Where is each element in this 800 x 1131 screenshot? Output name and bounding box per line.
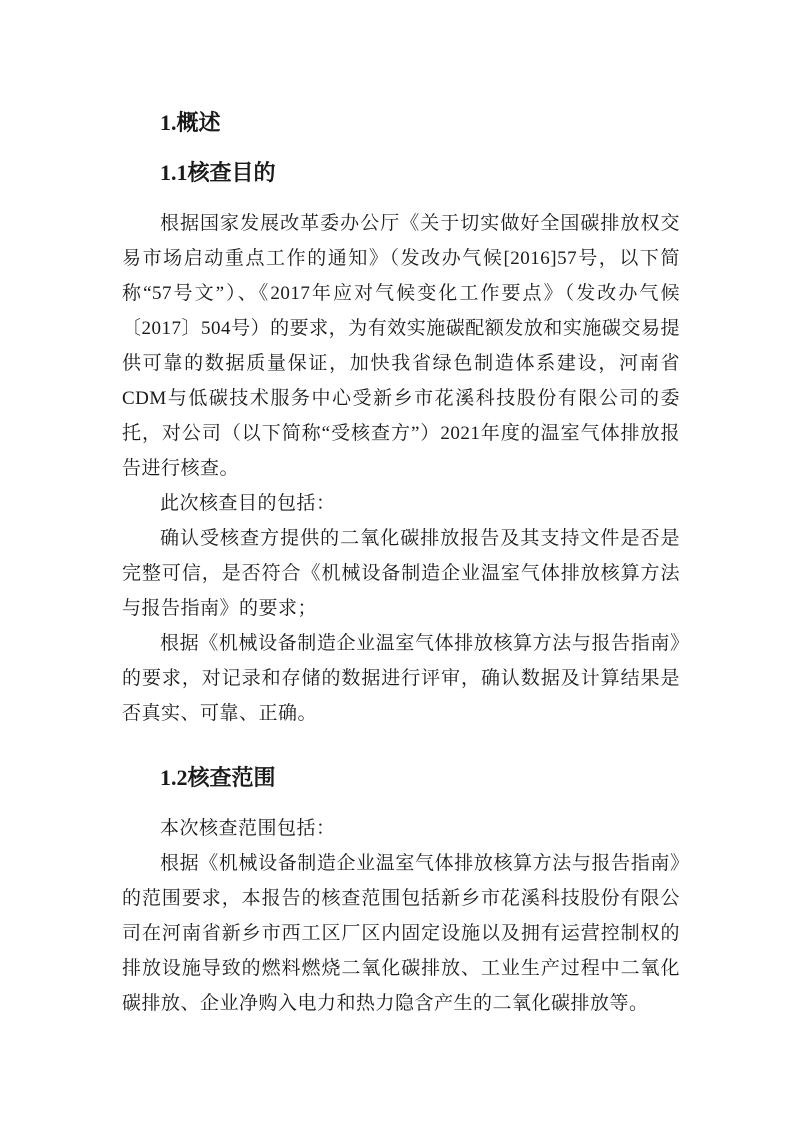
- paragraph-purpose-item-1: 确认受核查方提供的二氧化碳排放报告及其支持文件是否是完整可信，是否符合《机械设备制造企业温室气体排放核算方法与报告指南》的要求；: [122, 528, 680, 619]
- paragraph-purpose-item-2: 根据《机械设备制造企业温室气体排放核算方法与报告指南》的要求，对记录和存储的数据进行评审，确认数据及计算结果是否真实、可靠、正确。: [122, 633, 680, 724]
- heading-verification-scope: 1.2核查范围: [160, 765, 276, 790]
- heading-verification-purpose: 1.1核查目的: [160, 160, 276, 185]
- document-content: [122, 105, 680, 1021]
- heading-overview: 1.概述: [160, 110, 221, 135]
- paragraph-basis-and-commission: 根据国家发展改革委办公厅《关于切实做好全国碳排放权交易市场启动重点工作的通知》（发改办气候[2016]57号，以下简称“57号文”）、《2017年应对气候变化工作要点》（发改办气候〔2017〕504号）的要求，为有效实施碳配额发放和实施碳交易提供可靠的数据质量保证，加快我省绿色制造体系建设，河南省CDM与低碳技术服务中心受新乡市花溪科技股份有限公司的委托，对公司（以下简称“受核查方”）2021年度的温室气体排放报告进行核查。: [122, 213, 680, 479]
- paragraph-scope-intro: 本次核查范围包括：: [160, 818, 336, 839]
- paragraph-scope-detail: 根据《机械设备制造企业温室气体排放核算方法与报告指南》的范围要求，本报告的核查范围包括新乡市花溪科技股份有限公司在河南省新乡市西工区厂区内固定设施以及拥有运营控制权的排放设施导致的燃料燃烧二氧化碳排放、工业生产过程中二氧化碳排放、企业净购入电力和热力隐含产生的二氧化碳排放等。: [122, 853, 680, 1014]
- paragraph-purpose-intro: 此次核查目的包括：: [160, 493, 336, 514]
